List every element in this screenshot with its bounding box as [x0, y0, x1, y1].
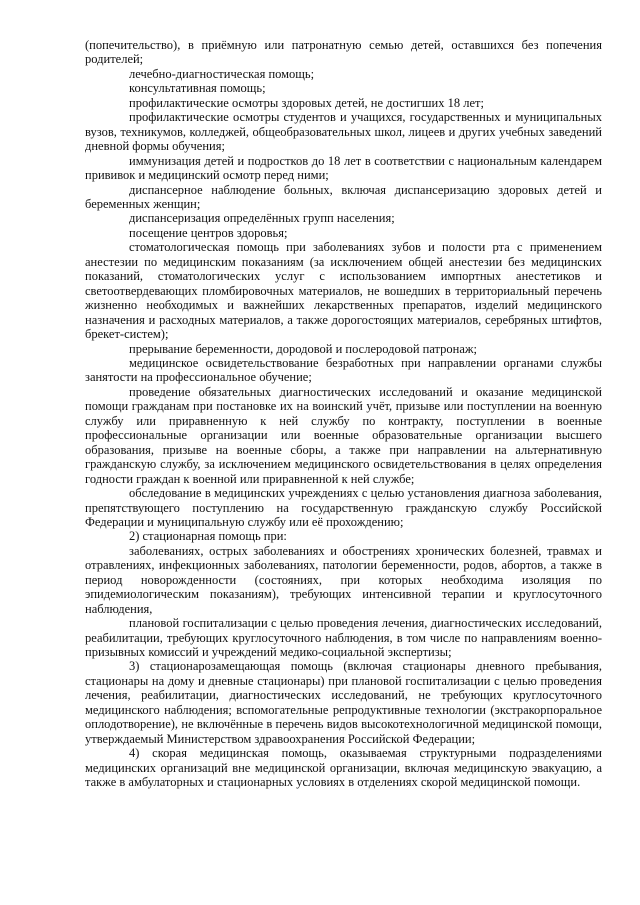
section-heading: 2) стационарная помощь при:: [129, 529, 287, 544]
paragraph: посещение центров здоровья;: [129, 225, 288, 240]
paragraph: лечебно-диагностическая помощь;: [129, 66, 315, 81]
paragraph: профилактические осмотры здоровых детей, не достигших 18 лет;: [129, 95, 484, 110]
paragraph: прерывание беременности, дородовой и послеродовой патронаж;: [129, 341, 478, 356]
paragraph: иммунизация детей и подростков до 18 лет в соответствии с национальным календарем прививок и медицинский осмотр перед ними;: [85, 153, 602, 183]
paragraph: 3) стационарозамещающая помощь (включая стационары дневного пребывания, стационары на дому и дневные стационары) при плановой госпитализации с целью проведения лечения, реабилитации, диагностических исследований, не требующих круглосуточного медицинского наблюдения; вспомогательные репродуктивные технологии (экстракорпоральное оплодотворение), не включённые в перечень видов высокотехнологичной медицинской помощи, утверждаемый Министерством здравоохранения Российской Федерации;: [85, 659, 602, 746]
paragraph: проведение обязательных диагностических исследований и оказание медицинской помощи гражданам при постановке их на воинский учёт, призыве или поступлении на военную службу или приравненную к ней службу по контракту, поступлении в военные профессиональные организации или военные образовательные организации высшего образования, призыве на военные сборы, а также при направлении на альтернативную гражданскую службу, за исключением медицинского освидетельствования в целях определения годности граждан к военной или приравненной к ней службе;: [85, 384, 602, 486]
paragraph: (попечительство), в приёмную или патронатную семью детей, оставшихся без попечения родителей;: [85, 38, 602, 67]
paragraph: диспансерное наблюдение больных, включая диспансеризацию здоровых детей и беременных женщин;: [85, 182, 602, 211]
document-page: [85, 38, 602, 790]
paragraph: диспансеризация определённых групп населения;: [129, 211, 395, 226]
paragraph: консультативная помощь;: [129, 81, 266, 96]
paragraph: медицинское освидетельствование безработных при направлении органами службы занятости на профессиональное обучение;: [85, 355, 602, 385]
paragraph: стоматологическая помощь при заболеваниях зубов и полости рта с применением анестезии по медицинским показаниям (за исключением общей анестезии без медицинских показаний, стоматологических услуг с использованием импортных анестетиков и светоотвердевающих пломбировочных материалов, не вошедших в территориальный перечень жизненно необходимых и важнейших лекарственных препаратов, изделий медицинского назначения и расходных материалов, а также дорогостоящих материалов, серебряных штифтов, брекет-систем);: [85, 240, 602, 342]
paragraph: заболеваниях, острых заболеваниях и обострениях хронических болезней, травмах и отравлениях, инфекционных заболеваниях, патологии беременности, родов, абортов, а также в период новорожденности (состояниях, при которых необходима изоляция по эпидемиологическим показаниям), требующих интенсивной терапии и круглосуточного наблюдения,: [85, 543, 602, 616]
paragraph: обследование в медицинских учреждениях с целью установления диагноза заболевания, препятствующего поступлению на государственную гражданскую службу Российской Федерации и муниципальную службу или её прохождению;: [85, 486, 602, 529]
paragraph: 4) скорая медицинская помощь, оказываемая структурными подразделениями медицинских организаций вне медицинской организации, включая медицинскую эвакуацию, а также в амбулаторных и стационарных условиях в отделениях скорой медицинской помощи.: [85, 746, 602, 790]
paragraph: плановой госпитализации с целью проведения лечения, диагностических исследований, реабилитации, требующих круглосуточного наблюдения, в том числе по направлениям военно-призывных комиссий и учреждений медико-социальной экспертизы;: [85, 616, 602, 660]
paragraph: профилактические осмотры студентов и учащихся, государственных и муниципальных вузов, техникумов, колледжей, общеобразовательных школ, лицеев и других учебных заведений дневной формы обучения;: [85, 110, 602, 154]
